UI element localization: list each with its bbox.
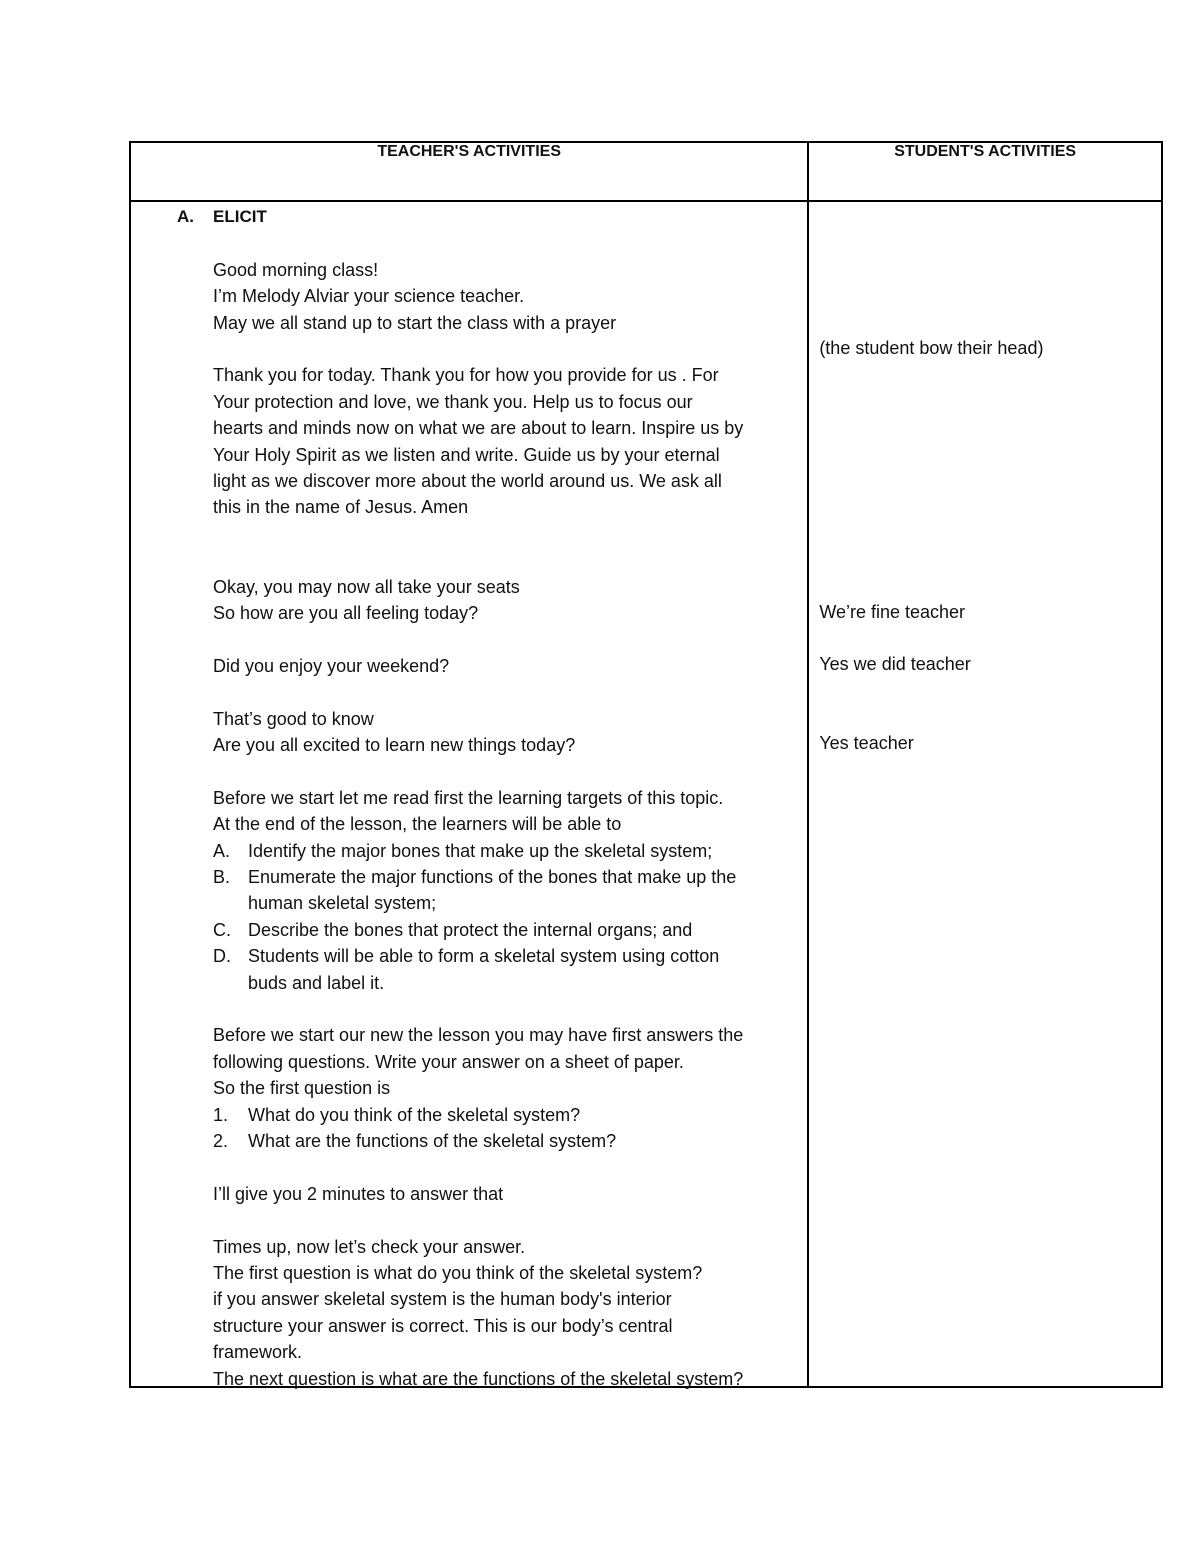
list-marker: 2. [213, 1131, 229, 1152]
teacher-line: The next question is what are the functions of the skeletal system? [213, 1368, 744, 1389]
teacher-line: May we all stand up to start the class with a prayer [213, 312, 617, 333]
header-student-activities: STUDENT'S ACTIVITIES [808, 142, 1162, 201]
prayer-line: hearts and minds now on what we are about to learn. Inspire us by [213, 418, 744, 439]
teacher-line: if you answer skeletal system is the human body's interior [213, 1289, 672, 1310]
prayer-line: light as we discover more about the world around us. We ask all [213, 471, 722, 492]
prayer-line: Your protection and love, we thank you. Help us to focus our [213, 391, 693, 412]
list-item [213, 1128, 803, 1154]
prayer-line: Thank you for today. Thank you for how you provide for us . For [213, 365, 719, 386]
table-header-row [130, 142, 1162, 201]
list-item [213, 838, 803, 864]
list-marker: D. [213, 946, 231, 967]
list-text: What are the functions of the skeletal system? [248, 1131, 617, 1152]
list-text: buds and label it. [248, 972, 385, 993]
student-response: We’re fine teacher [819, 602, 966, 622]
list-marker: B. [213, 867, 231, 888]
teacher-activities-cell [130, 201, 808, 1387]
teacher-line: Before we start our new the lesson you may have first answers the [213, 1025, 744, 1046]
section-title: ELICIT [213, 207, 267, 226]
prayer-line: this in the name of Jesus. Amen [213, 497, 469, 518]
teacher-line: Good morning class! [213, 259, 379, 280]
teacher-text [213, 204, 803, 1392]
list-item [213, 864, 803, 917]
teacher-line: So the first question is [213, 1078, 391, 1099]
teacher-line: The first question is what do you think of the skeletal system? [213, 1263, 703, 1284]
list-text: What do you think of the skeletal system? [248, 1104, 581, 1125]
list-marker: C. [213, 919, 231, 940]
student-activities-cell [808, 201, 1162, 1387]
list-item [213, 1102, 803, 1128]
list-text: Identify the major bones that make up the skeletal system; [248, 840, 713, 861]
list-marker: A. [213, 840, 231, 861]
list-item [213, 917, 803, 943]
teacher-line: So how are you all feeling today? [213, 603, 479, 624]
teacher-line: following questions. Write your answer on a sheet of paper. [213, 1051, 684, 1072]
header-teacher-activities: TEACHER'S ACTIVITIES [130, 142, 808, 201]
teacher-line: At the end of the lesson, the learners will be able to [213, 814, 622, 835]
student-response: (the student bow their head) [819, 338, 1044, 358]
prayer-line: Your Holy Spirit as we listen and write. Guide us by your eternal [213, 444, 720, 465]
teacher-line: structure your answer is correct. This is our body’s central [213, 1315, 673, 1336]
table-row [130, 201, 1162, 1387]
lesson-plan-table [129, 141, 1163, 1388]
teacher-line: That’s good to know [213, 708, 374, 729]
teacher-line: Are you all excited to learn new things today? [213, 735, 576, 756]
section-letter: A. [177, 207, 194, 226]
list-text: Students will be able to form a skeletal system using cotton [248, 946, 720, 967]
list-item [213, 943, 803, 996]
teacher-line: framework. [213, 1342, 303, 1363]
teacher-line: Before we start let me read first the learning targets of this topic. [213, 787, 724, 808]
list-text: Describe the bones that protect the internal organs; and [248, 919, 693, 940]
list-marker: 1. [213, 1104, 229, 1125]
teacher-line: Times up, now let’s check your answer. [213, 1236, 526, 1257]
teacher-line: I’ll give you 2 minutes to answer that [213, 1183, 504, 1204]
teacher-line: Okay, you may now all take your seats [213, 576, 520, 597]
teacher-line: Did you enjoy your weekend? [213, 655, 450, 676]
list-text: Enumerate the major functions of the bones that make up the [248, 867, 737, 888]
list-text: human skeletal system; [248, 893, 437, 914]
student-response: Yes teacher [819, 733, 914, 753]
teacher-line: I’m Melody Alviar your science teacher. [213, 286, 525, 307]
student-response: Yes we did teacher [819, 654, 971, 674]
